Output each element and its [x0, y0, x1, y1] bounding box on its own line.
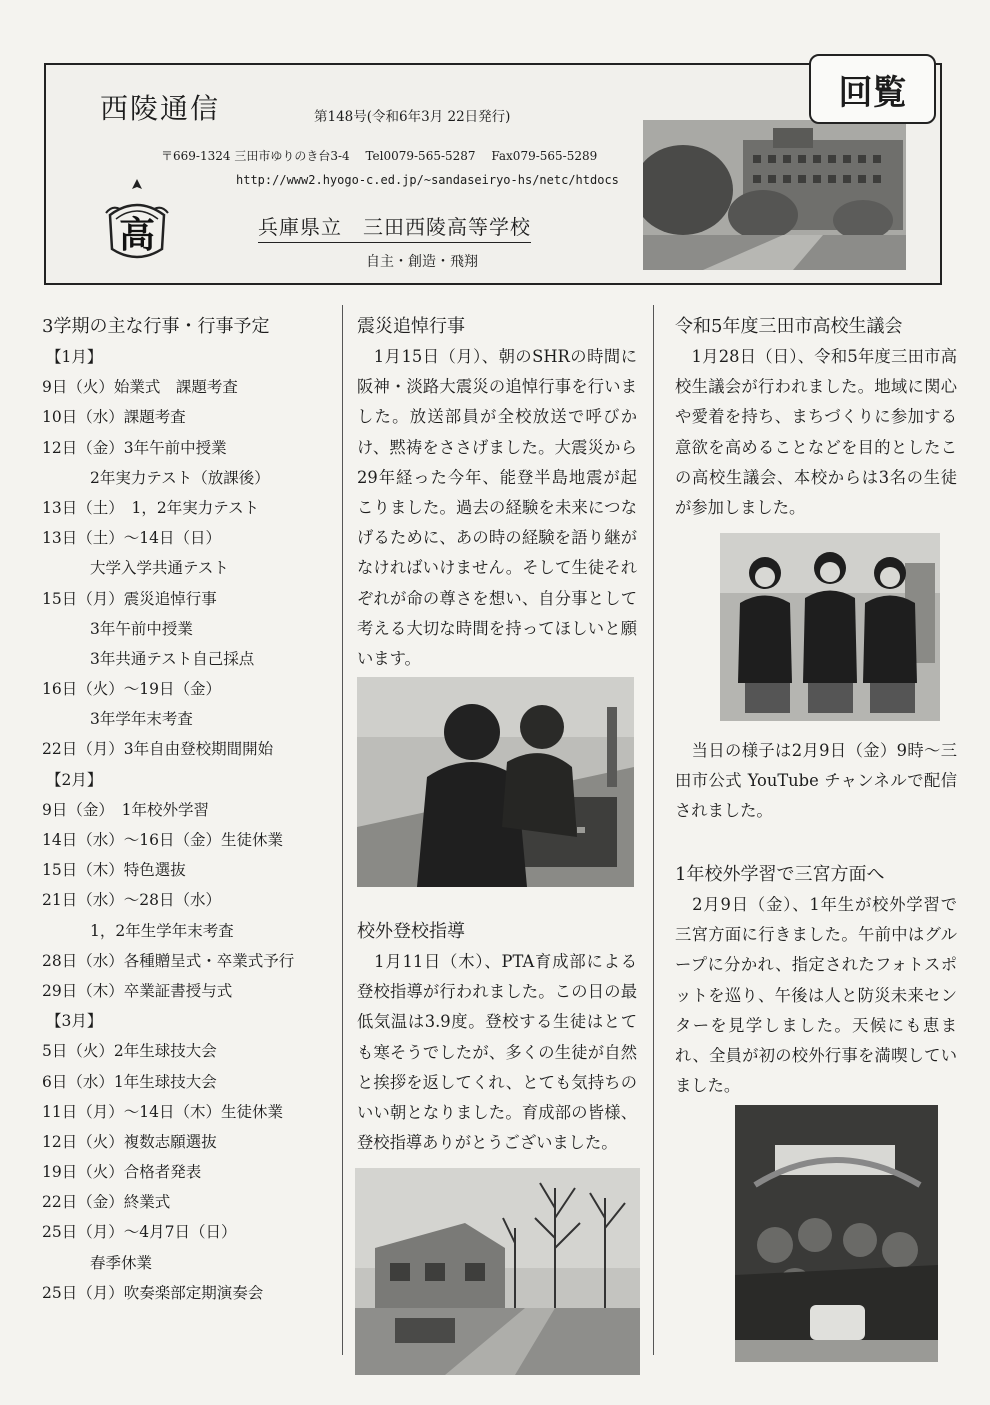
circulation-stamp: 回覧 [809, 54, 936, 124]
schedule-item: 22日（金）終業式 [42, 1193, 171, 1212]
schedule-item: 19日（火）合格者発表 [42, 1163, 202, 1182]
guidance-section [357, 917, 637, 1158]
schedule-item: 9日（金） 1年校外学習 [42, 800, 209, 819]
schedule-column [42, 312, 334, 1308]
column-divider [342, 305, 343, 1355]
school-motto: 自主・創造・飛翔 [366, 254, 478, 270]
schedule-month-heading: 【1月】 [46, 348, 103, 366]
schedule-item: 9日（火）始業式 課題考査 [42, 378, 238, 397]
schedule-item: 3年学年末考査 [90, 710, 193, 729]
council-caption-block [675, 736, 957, 827]
schedule-item: 16日（火）～19日（金） [42, 680, 221, 699]
schedule-item: 1，2年生学年末考査 [90, 921, 234, 940]
schedule-month-heading: 【2月】 [46, 770, 103, 789]
schedule-item: 12日（火）複数志願選抜 [42, 1132, 217, 1151]
svg-text:高: 高 [118, 214, 156, 256]
issue-info: 第148号(令和6年3月 22日発行) [314, 109, 511, 125]
schedule-title: 3学期の主な行事・行事予定 [42, 316, 270, 337]
middle-column [357, 312, 637, 674]
guidance-street-photo [355, 1168, 640, 1375]
schedule-item: 10日（水）課題考査 [42, 408, 186, 427]
school-url: http://www2.hyogo-c.ed.jp/~sandaseiryo-hs/netc/htdocs [236, 173, 619, 187]
field-trip-group-photo [735, 1105, 938, 1362]
schedule-list [42, 342, 334, 1308]
field-trip-section [675, 860, 957, 1101]
schedule-item: 28日（水）各種贈呈式・卒業式予行 [42, 951, 295, 970]
memorial-title: 震災追悼行事 [357, 316, 465, 337]
schedule-item: 13日（土）～14日（日） [42, 529, 221, 548]
council-title: 令和5年度三田市高校生議会 [675, 316, 903, 337]
schedule-month-heading: 【3月】 [46, 1012, 103, 1031]
schedule-item: 15日（木）特色選抜 [42, 861, 186, 880]
school-address: 〒669-1324 三田市ゆりのき台3-4 Tel0079-565-5287 Fax079-565-5289 [161, 149, 598, 163]
field-trip-title: 1年校外学習で三宮方面へ [675, 864, 885, 885]
schedule-item: 11日（月）～14日（木）生徒休業 [42, 1102, 283, 1121]
school-building-photo [643, 120, 906, 270]
schedule-item: 大学入学共通テスト [90, 559, 229, 578]
schedule-item: 6日（水）1年生球技大会 [42, 1072, 217, 1091]
schedule-item: 春季休業 [90, 1253, 153, 1272]
council-body: 1月28日（日）、令和5年度三田市高校生議会が行われました。地域に関心や愛着を持ち、まちづくりに参加する意欲を高めることなどを目的としたこの高校生議会、本校からは3名の生徒が参加しました。 [675, 347, 957, 518]
schedule-item: 29日（木）卒業証書授与式 [42, 981, 233, 1000]
council-section [675, 312, 957, 523]
schedule-item: 25日（月）～4月7日（日） [42, 1223, 237, 1242]
council-caption: 当日の様子は2月9日（金）9時～三田市公式 YouTube チャンネルで配信されました。 [675, 741, 957, 821]
schedule-item: 3年共通テスト自己採点 [90, 649, 255, 668]
newsletter-title: 西陵通信 [100, 92, 221, 125]
schedule-item: 12日（金）3年午前中授業 [42, 438, 227, 457]
schedule-item: 3年午前中授業 [90, 619, 193, 638]
guidance-body: 1月11日（木）、PTA育成部による登校指導が行われました。この日の最低気温は3.9度。登校する生徒はとても寒そうでしたが、多くの生徒が自然と挨拶を返してくれ、とても気持ちのいい朝となりました。育成部の皆様、登校指導ありがとうございました。 [357, 952, 637, 1153]
schedule-item: 2年実力テスト（放課後） [90, 468, 270, 487]
schedule-item: 21日（水）～28日（水） [42, 891, 221, 910]
schedule-item: 13日（土） 1，2年実力テスト [42, 498, 260, 517]
school-name: 兵庫県立 三田西陵高等学校 [258, 211, 531, 243]
field-trip-body: 2月9日（金）、1年生が校外学習で三宮方面に行きました。午前中はグループに分かれ、指定されたフォトスポットを巡り、午後は人と防災未来センターを見学しました。天候にも恵まれ、全員が初の校外行事を満喫していました。 [675, 895, 957, 1096]
memorial-broadcast-photo [357, 677, 634, 887]
schedule-item: 14日（水）～16日（金）生徒休業 [42, 831, 283, 849]
column-divider [653, 305, 654, 1355]
schedule-item: 22日（月）3年自由登校期間開始 [42, 740, 274, 759]
schedule-item: 5日（火）2年生球技大会 [42, 1042, 217, 1061]
memorial-body: 1月15日（月）、朝のSHRの時間に阪神・淡路大震災の追悼行事を行いました。放送部員が全校放送で呼びかけ、黙祷をささげました。大震災から29年経った今年、能登半島地震が起こりました。過去の経験を未来につなげるために、あの時の経験を語り継がなければいけません。そして生徒それぞれが命の尊さを想い、自分事として考える大切な時間を持ってほしいと願います。 [357, 347, 637, 669]
guidance-title: 校外登校指導 [357, 921, 465, 942]
schedule-item: 15日（月）震災追悼行事 [42, 589, 217, 608]
schedule-item: 25日（月）吹奏楽部定期演奏会 [42, 1283, 264, 1302]
school-crest-icon [102, 175, 172, 263]
council-students-photo [720, 533, 940, 721]
